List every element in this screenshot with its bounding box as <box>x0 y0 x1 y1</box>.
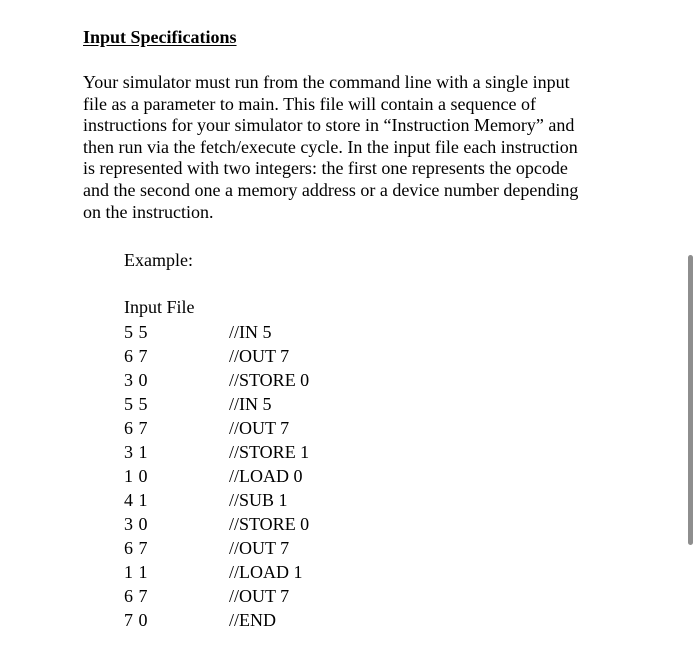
instruction-comment: //IN 5 <box>229 394 272 414</box>
instruction-code: 3 0 <box>124 370 148 390</box>
listing-row <box>124 584 309 608</box>
instruction-code: 1 1 <box>124 562 148 582</box>
instruction-comment: //STORE 1 <box>229 442 310 462</box>
paragraph-line: instructions for your simulator to store in “Instruction Memory” and <box>83 115 575 136</box>
instruction-code: 6 7 <box>124 586 148 606</box>
paragraph-line: Your simulator must run from the command line with a single input <box>83 72 570 92</box>
instruction-code: 6 7 <box>124 418 148 438</box>
instruction-comment: //LOAD 1 <box>229 562 303 582</box>
listing-row <box>124 320 309 344</box>
instruction-comment: //LOAD 0 <box>229 466 303 486</box>
instruction-comment: //SUB 1 <box>229 490 288 510</box>
paragraph-line: file as a parameter to main. This file will contain a sequence of <box>83 93 536 114</box>
paragraph-line: on the instruction. <box>83 201 214 222</box>
instruction-code: 7 0 <box>124 610 148 630</box>
listing-row <box>124 392 309 416</box>
listing-row <box>124 344 309 368</box>
section-heading: Input Specifications <box>83 27 237 47</box>
instruction-code: 6 7 <box>124 346 148 366</box>
example-label: Example: <box>124 250 193 270</box>
input-file-header: Input File <box>124 297 195 317</box>
instruction-comment: //STORE 0 <box>229 514 310 534</box>
instruction-comment: //STORE 0 <box>229 370 310 390</box>
instruction-comment: //OUT 7 <box>229 538 290 558</box>
listing-row <box>124 536 309 560</box>
listing-row <box>124 488 309 512</box>
paragraph-line: then run via the fetch/execute cycle. In the input file each instruction <box>83 136 578 157</box>
listing-row <box>124 440 309 464</box>
instruction-comment: //END <box>229 610 276 630</box>
instruction-comment: //IN 5 <box>229 322 272 342</box>
listing-row <box>124 416 309 440</box>
vertical-scrollbar[interactable] <box>688 255 693 545</box>
instruction-code: 3 1 <box>124 442 148 462</box>
instruction-comment: //OUT 7 <box>229 346 290 366</box>
instruction-code: 5 5 <box>124 394 148 414</box>
instruction-code: 4 1 <box>124 490 148 510</box>
listing-row <box>124 560 309 584</box>
instruction-code: 5 5 <box>124 322 148 342</box>
paragraph-line: is represented with two integers: the first one represents the opcode <box>83 158 568 179</box>
listing-row <box>124 368 309 392</box>
instruction-comment: //OUT 7 <box>229 586 290 606</box>
listing-row <box>124 512 309 536</box>
input-file-listing <box>124 320 309 632</box>
instruction-comment: //OUT 7 <box>229 418 290 438</box>
instruction-code: 6 7 <box>124 538 148 558</box>
listing-row <box>124 608 309 632</box>
instruction-code: 1 0 <box>124 466 148 486</box>
paragraph-line: and the second one a memory address or a device number depending <box>83 179 579 200</box>
instruction-code: 3 0 <box>124 514 148 534</box>
listing-row <box>124 464 309 488</box>
description-paragraph <box>83 72 643 223</box>
